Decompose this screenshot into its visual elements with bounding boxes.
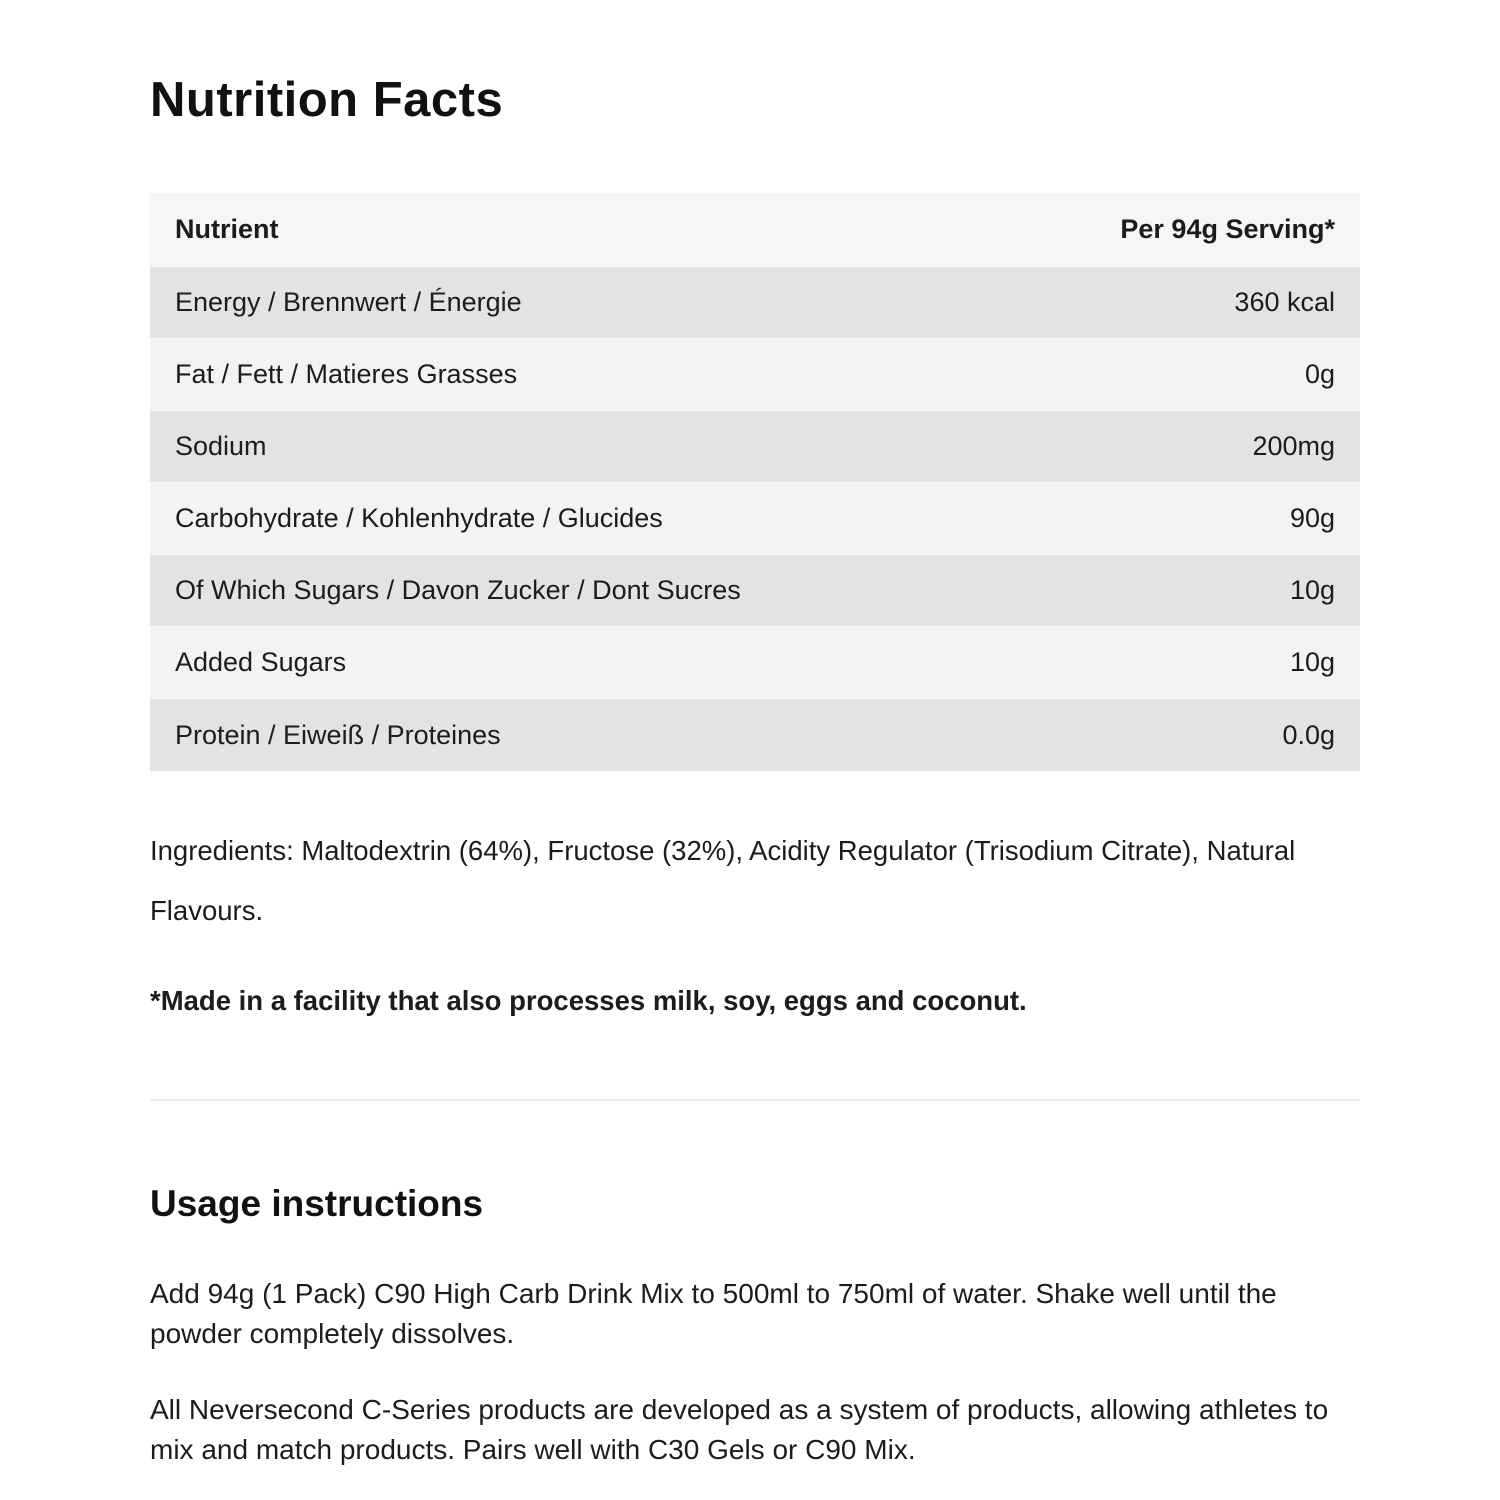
table-header-row — [150, 193, 1360, 267]
section-divider — [150, 1099, 1360, 1101]
nutrient-cell: Of Which Sugars / Davon Zucker / Dont Sucres — [175, 575, 741, 605]
amount-cell: 200mg — [1252, 431, 1335, 461]
column-header-nutrient: Nutrient — [175, 214, 279, 244]
nutrition-facts-title: Nutrition Facts — [150, 73, 504, 127]
column-header-amount: Per 94g Serving* — [1120, 214, 1335, 244]
amount-cell: 360 kcal — [1234, 287, 1335, 317]
table-row — [150, 339, 1360, 411]
amount-cell: 0g — [1304, 359, 1335, 389]
allergen-note: *Made in a facility that also processes milk, soy, eggs and coconut. — [150, 985, 1027, 1016]
table-row — [150, 483, 1360, 555]
usage-instructions-title: Usage instructions — [150, 1183, 484, 1224]
table-row — [150, 411, 1360, 483]
amount-cell: 10g — [1289, 647, 1335, 677]
table-row — [150, 627, 1360, 699]
amount-cell: 10g — [1289, 575, 1335, 605]
nutrient-cell: Carbohydrate / Kohlenhydrate / Glucides — [175, 503, 663, 533]
nutrient-cell: Sodium — [175, 431, 267, 461]
table-row — [150, 699, 1360, 771]
amount-cell: 90g — [1289, 503, 1335, 533]
usage-paragraph: Add 94g (1 Pack) C90 High Carb Drink Mix to 500ml to 750ml of water. Shake well until the powder completely dissolves. — [150, 1278, 1277, 1349]
usage-paragraph: All Neversecond C-Series products are developed as a system of products, allowing athletes to mix and match products. Pairs well with C30 Gels or C90 Mix. — [150, 1394, 1329, 1465]
table-row — [150, 267, 1360, 339]
nutrient-cell: Fat / Fett / Matieres Grasses — [175, 359, 518, 389]
nutrient-cell: Energy / Brennwert / Énergie — [175, 287, 522, 317]
table-row — [150, 555, 1360, 627]
ingredients-text: Ingredients: Maltodextrin (64%), Fructose (32%), Acidity Regulator (Trisodium Citrate), Natural Flavours. — [150, 835, 1296, 926]
nutrition-table — [150, 193, 1360, 771]
amount-cell: 0.0g — [1282, 719, 1335, 750]
nutrient-cell: Protein / Eiweiß / Proteines — [175, 719, 501, 750]
nutrient-cell: Added Sugars — [175, 647, 347, 677]
